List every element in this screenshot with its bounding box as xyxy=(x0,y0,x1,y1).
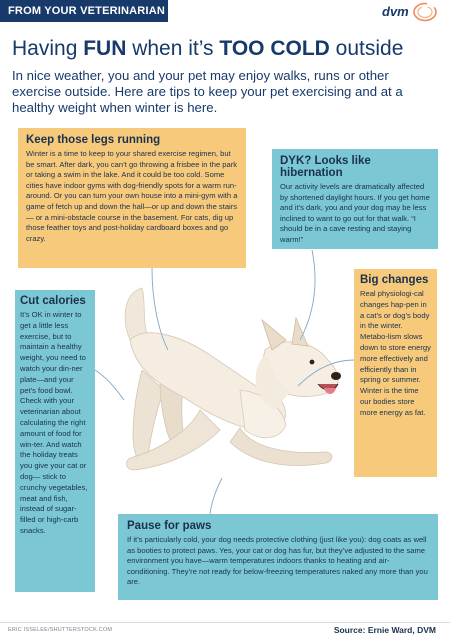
tip-legs-title: Keep those legs running xyxy=(26,134,161,146)
tip-box-legs xyxy=(18,128,246,268)
tip-cut-title: Cut calories xyxy=(20,295,86,307)
title-fun: FUN xyxy=(83,37,127,60)
title-part: Having xyxy=(12,37,84,60)
title-part: outside xyxy=(329,37,404,60)
dog-nose xyxy=(331,372,341,380)
tip-paws-title: Pause for paws xyxy=(127,520,212,532)
dvm360-logo xyxy=(382,3,442,25)
tip-box-cut xyxy=(15,290,95,592)
intro-paragraph: In nice weather, you and your pet may enjoy walks, runs or other exercise outside. Here are tips to keep your pet exercising and at a healthy weight when winter is here. xyxy=(12,68,403,115)
dog-illustration xyxy=(90,280,370,520)
page-title xyxy=(12,37,442,61)
tip-box-dyk xyxy=(272,149,438,249)
tip-box-big xyxy=(354,269,437,477)
header-banner xyxy=(0,0,168,22)
tip-paws-body: If it’s particularly cold, your dog needs protective clothing (just like you): dog coats as well as booties to protect paws. Yes, your cat or dog has fur, but they’ve adjusted to the same environment you have—warm temperatures indoors thanks to heating and air-conditioning. They’re not ready for below-freezing temperatures naked any more than you are. xyxy=(127,535,428,587)
header-label: FROM YOUR VETERINARIAN xyxy=(8,5,165,17)
tip-legs-body: Winter is a time to keep to your shared exercise regimen, but be smart. After dark, you can’t go throwing a frisbee in the park or taking a swim in the lake. And it could be too cold. Some cities have indoor gyms with dog-friendly spots for a warm run-around. Or you can turn your own house into a mini-gym with a game of fetch up and down the hall—or up and down the stairs— or a mini-obstacle course in the basement. For cats, dig up those feather toys and post-holiday cardboard boxes and go crazy. xyxy=(26,149,238,243)
source-note: Source: Ernie Ward, DVM xyxy=(333,625,436,635)
dog-ear-right xyxy=(292,318,308,346)
dog-eye xyxy=(310,360,315,365)
tip-big-title: Big changes xyxy=(360,274,429,286)
tip-cut-body: It’s OK in winter to get a little less exercise, but to maintain a healthy weight, you need to watch your din-ner plate—and your pet’s food bowl. Check with your veterinarian about calculating the right amount of food for win-ter. And watch the holiday treats you give your cat or dog— stick to crunchy vegetables, meat and fish, instead of sugar-filled or high-carb snacks. xyxy=(20,310,88,535)
logo-text: dvm xyxy=(382,4,409,19)
title-part: when it’s xyxy=(126,37,220,60)
tip-dyk-body: Our activity levels are dramatically affected by shortened daylight hours. If you get home and it’s dark, you and your dog may be less inclined to want to go out for that walk. “I should be in a cave resting and staying warm!” xyxy=(280,182,430,244)
photo-credit: ERIC ISSELEE/SHUTTERSTOCK.COM xyxy=(8,627,113,633)
footer-divider xyxy=(0,622,450,623)
tip-dyk-title: DYK? Looks like hibernation xyxy=(280,155,371,179)
logo-ring-icon xyxy=(412,2,438,22)
dog-front-leg-2 xyxy=(230,428,332,465)
title-cold: TOO COLD xyxy=(219,37,330,60)
tip-big-body: Real physiologi-cal changes hap-pen in a cat’s or dog’s body in the winter. Metabo-lism slows down to store energy more effectively and efficiently than in spring or summer. Winter is the time our bodies store more energy as fat. xyxy=(360,289,431,417)
tip-box-paws xyxy=(118,514,438,600)
dog-tail xyxy=(125,288,148,340)
